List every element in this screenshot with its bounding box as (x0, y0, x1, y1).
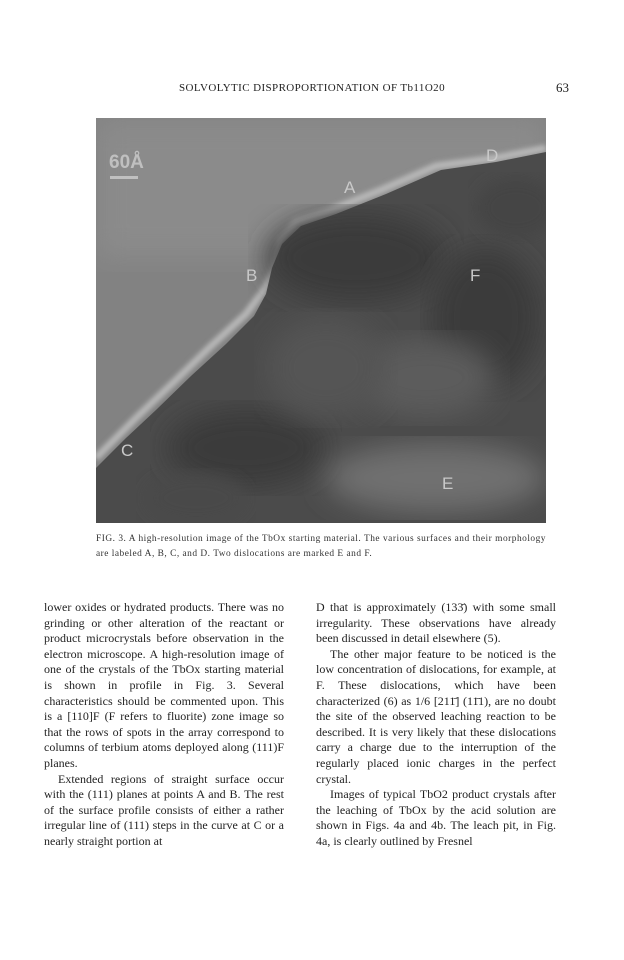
paragraph: Extended regions of straight surface occur with the (111) planes at points A and B. The rest of the surface profile consists of either a rather irregular line of (111) steps in the curve at C or a nearly straight portion at (44, 771, 284, 848)
page-number: 63 (556, 80, 569, 95)
surface-label-b: B (246, 266, 258, 285)
micrograph-figure (96, 118, 546, 523)
paragraph: lower oxides or hydrated products. There was no grinding or other alteration of the reactant or product microcrystals before observation in the electron microscope. A high-resolution image of one of the crystals of the TbOx starting material is shown in profile in Fig. 3. Several characteristics should be commented upon. This is a [110]F (F refers to fluorite) zone image so that the rows of spots in the array correspond to columns of terbium atoms deployed along (111)F planes. (44, 600, 284, 770)
micrograph-image (96, 118, 546, 523)
surface-label-c: C (121, 441, 134, 460)
right-column (316, 600, 556, 850)
scale-bar (110, 176, 138, 179)
paragraph: D that is approximately (133̄) with some small irregularity. These observations have already been discussed in detail elsewhere (5). (316, 600, 556, 646)
paragraph: The other major feature to be noticed is the low concentration of dislocations, for example, at F. These dislocations, which have been characterized (6) as 1/6 [211̄] (11̄1), are no doubt the site of the observed leaching reaction to be described. It is very likely that these dislocations carry a charge due to the interruption of the regularly placed ionic charges in the perfect crystal. (316, 646, 556, 786)
figure-caption: FIG. 3. A high-resolution image of the TbOx starting material. The various surfaces and their morphology are labeled A, B, C, and D. Two dislocations are marked E and F. (96, 534, 546, 559)
paragraph: Images of typical TbO2 product crystals after the leaching of TbOx by the acid solution are shown in Figs. 4a and 4b. The leach pit, in Fig. 4a, is clearly outlined by Fresnel (316, 787, 556, 848)
left-column (44, 600, 284, 850)
scale-label: 60Å (109, 152, 144, 173)
dislocation-label-e: E (442, 474, 454, 493)
surface-label-a: A (344, 178, 356, 197)
surface-label-d: D (486, 146, 499, 165)
dislocation-label-f: F (470, 266, 481, 285)
running-title: SOLVOLYTIC DISPROPORTIONATION OF Tb11O20 (179, 82, 445, 94)
